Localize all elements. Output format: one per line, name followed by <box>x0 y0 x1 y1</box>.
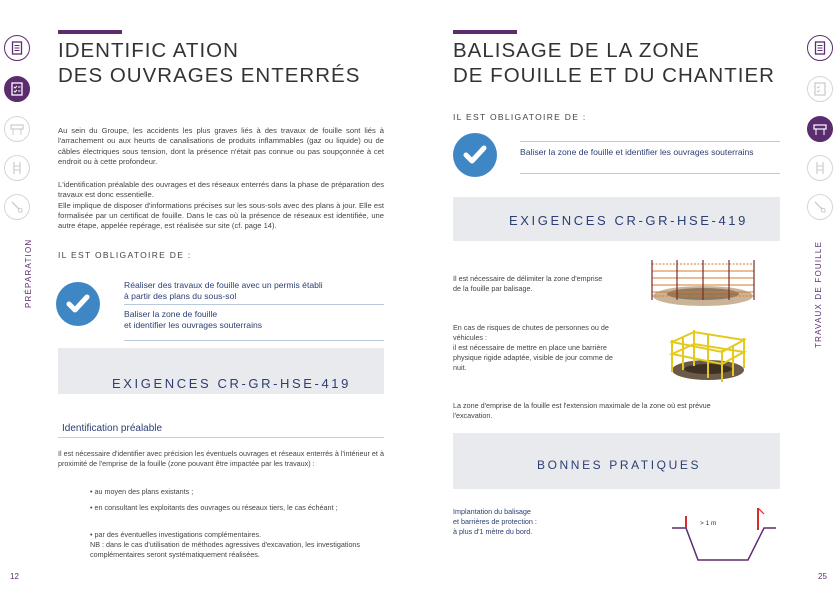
left-title-bar <box>58 30 122 34</box>
obligation-item-2: Baliser la zone de fouille et identifier les ouvrages souterrains <box>124 309 263 330</box>
right-text-emprise: La zone d'emprise de la fouille est l'extension maximale de la zone où est prévue l'excavation. <box>453 401 711 420</box>
checkmark-icon <box>56 282 100 326</box>
divider <box>520 141 780 142</box>
rigid-barrier-illustration <box>668 326 748 384</box>
left-subheading: Identification préalable <box>62 423 163 434</box>
divider <box>58 437 384 438</box>
right-obligation-heading: IL EST OBLIGATOIRE DE : <box>453 112 587 122</box>
bonnes-pratiques-text: Implantation du balisage et barrières de protection : à plus d'1 mètre du bord. <box>453 507 537 536</box>
checklist-icon[interactable] <box>4 76 30 102</box>
left-page-number: 12 <box>10 572 19 581</box>
left-side-label: PRÉPARATION <box>24 238 33 308</box>
bonnes-pratiques-label: BONNES PRATIQUES <box>537 458 702 472</box>
mesh-fence-illustration <box>642 256 764 308</box>
check-badge <box>56 282 100 326</box>
checklist-icon[interactable] <box>807 76 833 102</box>
right-page-number: 25 <box>818 572 827 581</box>
left-obligation-heading: IL EST OBLIGATOIRE DE : <box>58 250 192 260</box>
shovel-icon[interactable] <box>4 194 30 220</box>
divider <box>124 304 384 305</box>
bullet-item: • en consultant les exploitants des ouvrages ou réseaux tiers, le cas échéant ; <box>90 503 338 512</box>
ladder-icon[interactable] <box>4 155 30 181</box>
right-side-label: TRAVAUX DE FOUILLE <box>814 240 823 348</box>
left-intro-paragraph-2: L'identification préalable des ouvrages et des réseaux enterrés dans la phase de préparation des travaux est donc essentielle. Elle implique de disposer d'informations précises sur les sous-sols avec des plans à jour. Elle est formalisée par un certificat de fouille. Dans le cas où la présence de réseaux est identifiée, une autre étape, appelée repérage, est réalisée sur site (cf. page 14). <box>58 180 384 231</box>
document-icon[interactable] <box>807 35 833 61</box>
excavator-icon[interactable] <box>807 194 833 220</box>
exigences-label: EXIGENCES CR-GR-HSE-419 <box>112 376 351 391</box>
divider <box>124 340 384 341</box>
right-text-chutes: En cas de risques de chutes de personnes ou de véhicules : il est nécessaire de mettre en place une barrière physique rigide adaptée, visible de jour comme de nuit. <box>453 323 613 372</box>
dimension-label: > 1 m <box>700 520 717 527</box>
right-text-balisage: Il est nécessaire de délimiter la zone d'emprise de la fouille par balisage. <box>453 274 603 293</box>
exigences-label: EXIGENCES CR-GR-HSE-419 <box>509 213 748 228</box>
bullet-item: • au moyen des plans existants ; <box>90 487 194 496</box>
left-exigences-box <box>58 348 384 394</box>
check-badge <box>453 133 497 177</box>
document-icon[interactable] <box>4 35 30 61</box>
obligation-item-1: Réaliser des travaux de fouille avec un permis établi à partir des plans du sous-sol <box>124 280 323 301</box>
bonnes-pratiques-box <box>453 433 780 489</box>
right-exigences-box <box>453 197 780 241</box>
bullet-item: • par des éventuelles investigations complémentaires. NB : dans le cas d'utilisation de méthodes agressives d'excavation, les investigations complémentaires seront systématiquement réalisées. <box>90 530 361 559</box>
barrier-icon[interactable] <box>4 116 30 142</box>
ladder-icon[interactable] <box>807 155 833 181</box>
left-intro-paragraph: Au sein du Groupe, les accidents les plus graves liés à des travaux de fouille sont liés à l'arrachement ou aux heurts de canalisations de produits inflammables (gaz ou liquide) ou de câbles électriques sous tension, dont la présence n'était pas connue ou pas soupçonnée à cet endroit ou à cette profondeur. <box>58 126 384 166</box>
excavation-distance-diagram <box>668 500 778 570</box>
right-page-title: BALISAGE DE LA ZONE DE FOUILLE ET DU CHANTIER <box>453 39 775 87</box>
left-page-title: IDENTIFIC ATION DES OUVRAGES ENTERRÉS <box>58 39 361 87</box>
checkmark-icon <box>453 133 497 177</box>
right-title-bar <box>453 30 517 34</box>
right-obligation-item: Baliser la zone de fouille et identifier les ouvrages souterrains <box>520 147 754 157</box>
left-body-text: Il est nécessaire d'identifier avec précision les éventuels ouvrages et réseaux enterrés à l'intérieur et à proximité de l'emprise de la fouille (zone pouvant être impactée par les travaux) : <box>58 449 384 468</box>
divider <box>520 173 780 174</box>
barrier-icon[interactable] <box>807 116 833 142</box>
